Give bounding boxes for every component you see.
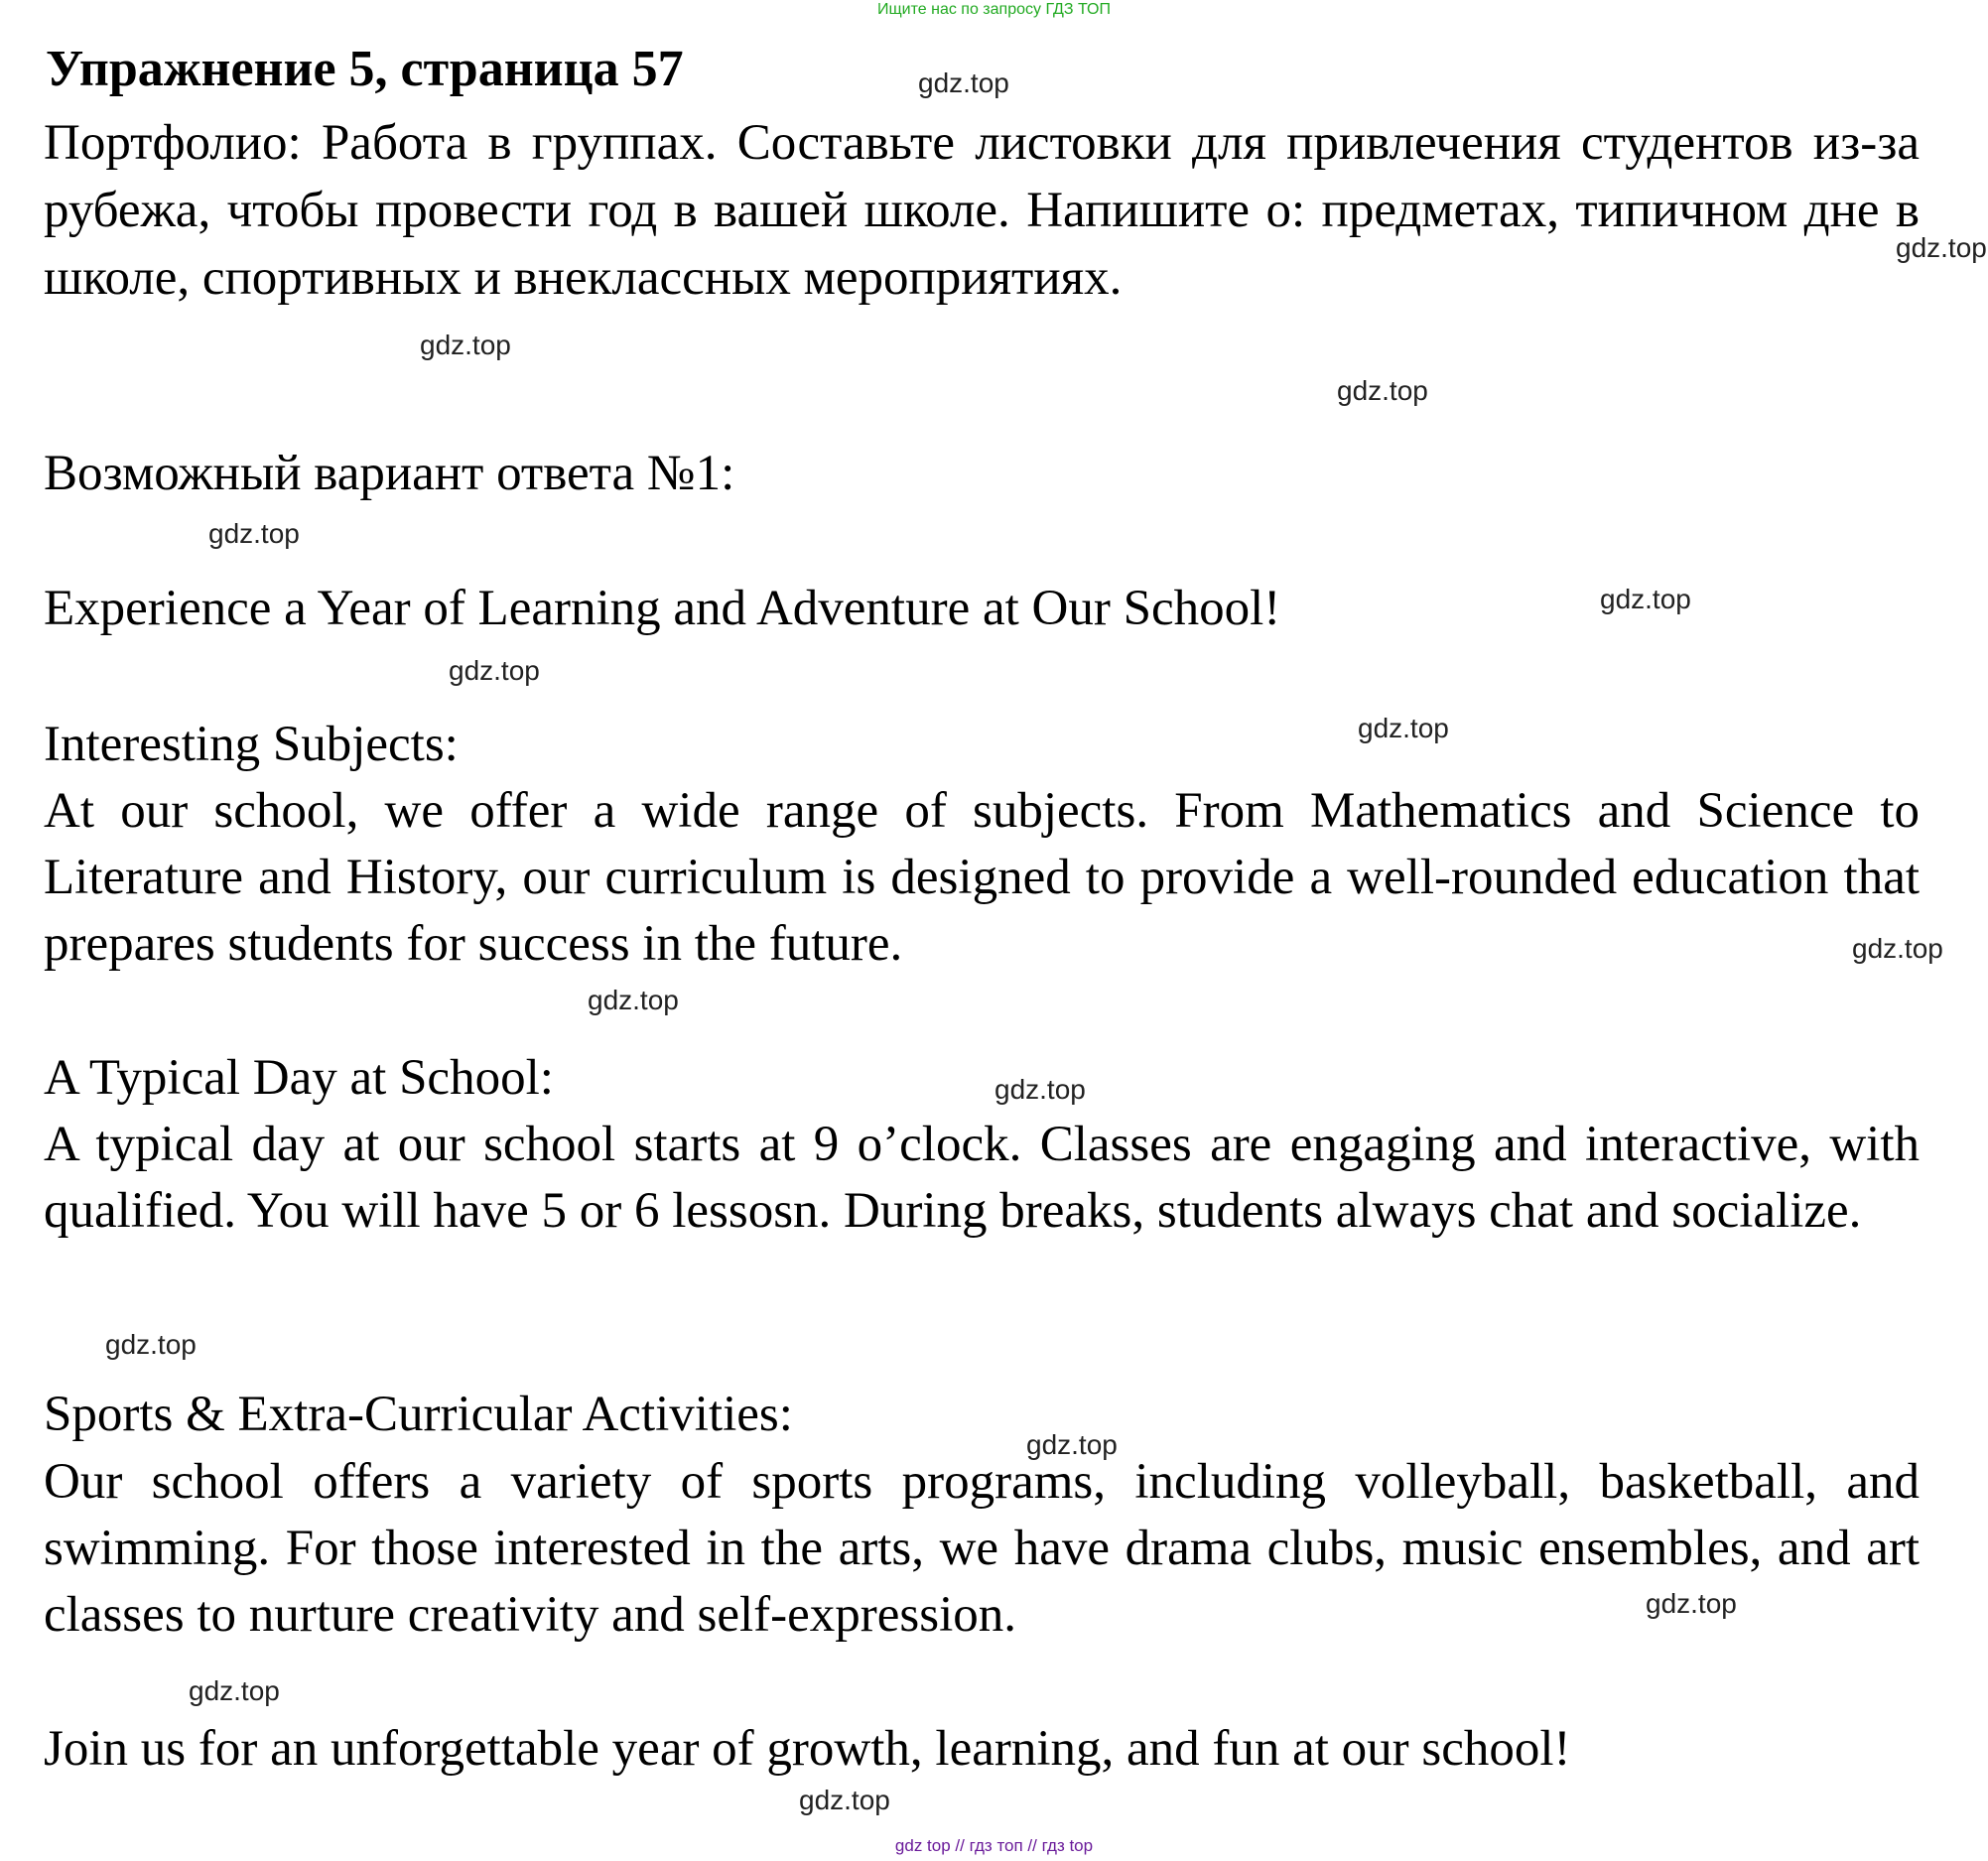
watermark: gdz.top [449,655,540,686]
watermark: gdz.top [1600,584,1691,614]
watermark: gdz.top [994,1074,1086,1105]
task-text: Портфолио: Работа в группах. Составьте листовки для привлечения студентов из-за рубежа, чтобы провести год в вашей школе. Напишите о: предметах, типичном дне в школе, спортивных и внеклассных мероприятиях. [44,115,1920,306]
watermark: gdz.top [1852,933,1943,964]
subjects-heading: Interesting Subjects: [44,717,459,772]
sports-text: Our school offers a variety of sports programs, including volleyball, basketball, and swimming. For those interested in the arts, we have drama clubs, music ensembles, and art classes to nurture creativity and self-expression. [44,1454,1920,1643]
flyer-headline: Experience a Year of Learning and Adventure at Our School! [44,581,1281,636]
day-text: A typical day at our school starts at 9 o’clock. Classes are engaging and interactive, with qualified. You will have 5 or 6 lessosn. During breaks, students always chat and socialize. [44,1117,1920,1239]
answer-label: Возможный вариант ответа №1: [44,446,735,501]
watermark: gdz.top [1026,1429,1118,1460]
watermark: gdz.top [1337,375,1428,406]
watermark: gdz.top [918,67,1009,98]
sports-heading: Sports & Extra-Curricular Activities: [44,1387,793,1442]
watermark: gdz.top [105,1329,197,1360]
watermark: gdz.top [588,985,679,1015]
exercise-title: Упражнение 5, страница 57 [46,41,684,97]
watermark: gdz.top [208,518,300,549]
footer-links: gdz top // гдз топ // гдз top [894,1836,1094,1855]
day-heading: A Typical Day at School: [44,1050,554,1106]
watermark: gdz.top [799,1785,890,1815]
watermark: gdz.top [420,330,511,360]
top-banner: Ищите нас по запросу ГДЗ ТОП [877,1,1111,18]
watermark: gdz.top [1646,1588,1737,1619]
watermark: gdz.top [189,1675,280,1706]
watermark: gdz.top [1358,713,1449,743]
closing-line: Join us for an unforgettable year of growth, learning, and fun at our school! [44,1721,1571,1777]
subjects-text: At our school, we offer a wide range of subjects. From Mathematics and Science to Literature and History, our curriculum is designed to provide a well-rounded education that prepares students for success in the future. [44,783,1920,972]
watermark: gdz.top [1896,232,1987,263]
